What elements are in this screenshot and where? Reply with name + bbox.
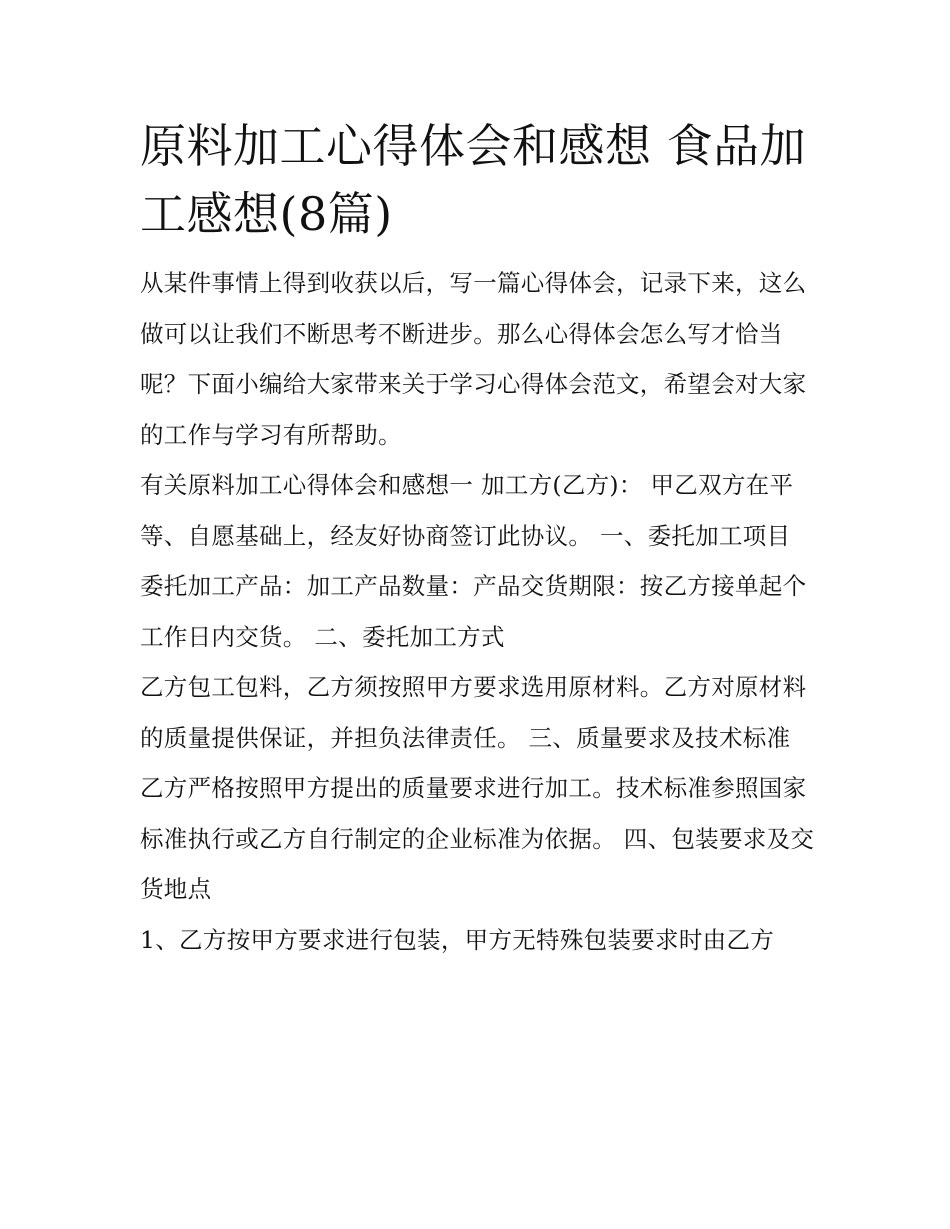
paragraph-agreement: 有关原料加工心得体会和感想一 加工方(乙方)： 甲乙双方在平等、自愿基础上，经友好协商签订此协议。 一、委托加工项目 [140, 471, 794, 550]
paragraph-packaging: 1、乙方按甲方要求进行包装，甲方无特殊包装要求时由乙方 [140, 925, 775, 954]
document-title: 原料加工心得体会和感想 食品加工感想(8篇) [140, 119, 807, 241]
document-body [140, 112, 820, 965]
paragraph-product: 委托加工产品：加工产品数量：产品交货期限：按乙方接单起个工作日内交货。 二、委托加工方式 [140, 572, 807, 651]
paragraph-materials: 乙方包工包料，乙方须按照甲方要求选用原材料。乙方对原材料的质量提供保证，并担负法律责任。 三、质量要求及技术标准 [140, 673, 807, 752]
paragraph-quality: 乙方严格按照甲方提出的质量要求进行加工。技术标准参照国家标准执行或乙方自行制定的企业标准为依据。 四、包装要求及交货地点 [140, 774, 815, 903]
paragraph-intro: 从某件事情上得到收获以后，写一篇心得体会，记录下来，这么做可以让我们不断思考不断进步。那么心得体会怎么写才恰当呢？下面小编给大家带来关于学习心得体会范文，希望会对大家的工作与学习有所帮助。 [140, 269, 807, 449]
